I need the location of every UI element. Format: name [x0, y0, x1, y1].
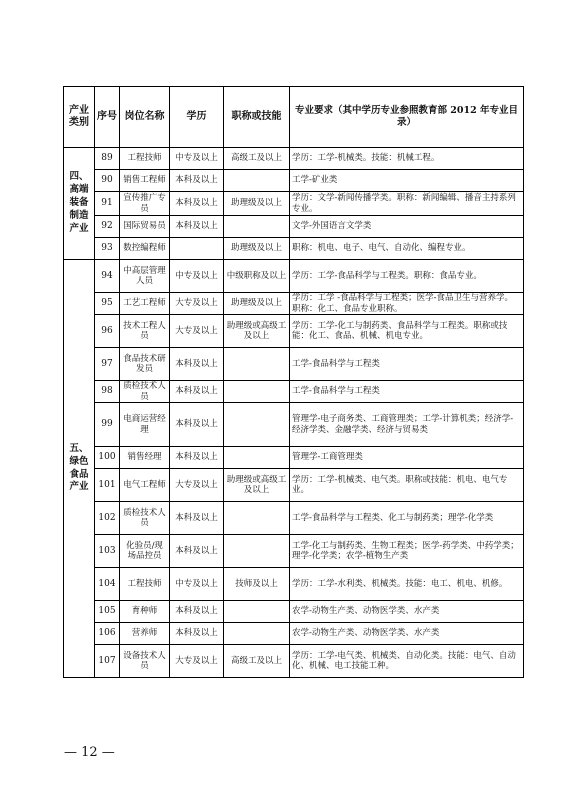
position-cell: 工程技师 — [120, 148, 170, 170]
position-cell: 销售工程师 — [120, 170, 170, 192]
row-number-cell: 90 — [95, 170, 120, 192]
position-cell: 工艺工程师 — [120, 293, 170, 315]
title-skill-cell — [224, 447, 290, 469]
table-row — [64, 216, 524, 238]
row-number-cell: 95 — [95, 293, 120, 315]
requirement-cell: 职称：机电、电子、电气、自动化、编程专业。 — [290, 238, 524, 260]
title-skill-cell — [224, 348, 290, 381]
title-skill-cell — [224, 403, 290, 447]
requirement-cell: 工学-化工与制药类、生物工程类；医学-药学类、中药学类；理学-化学类；农学-植物生产类 — [290, 535, 524, 568]
header-industry: 产业类别 — [64, 87, 95, 148]
table-header-row — [64, 87, 524, 148]
title-skill-cell — [224, 535, 290, 568]
table-row — [64, 502, 524, 535]
header-title-skill: 职称或技能 — [224, 87, 290, 148]
table-row — [64, 170, 524, 192]
table-row — [64, 623, 524, 645]
education-cell: 本科及以上 — [170, 502, 224, 535]
education-cell: 本科及以上 — [170, 216, 224, 238]
title-skill-cell — [224, 381, 290, 403]
table-row — [64, 381, 524, 403]
row-number-cell: 89 — [95, 148, 120, 170]
education-cell: 中专及以上 — [170, 260, 224, 293]
table-row — [64, 260, 524, 293]
title-skill-cell — [224, 216, 290, 238]
header-position: 岗位名称 — [120, 87, 170, 148]
education-cell: 中专及以上 — [170, 148, 224, 170]
education-cell: 大专及以上 — [170, 293, 224, 315]
table-row — [64, 535, 524, 568]
position-cell: 数控编程师 — [120, 238, 170, 260]
education-cell: 本科及以上 — [170, 170, 224, 192]
education-cell: 本科及以上 — [170, 192, 224, 216]
title-skill-cell: 助理级或高级工及以上 — [224, 315, 290, 348]
title-skill-cell: 助理级或高级工及以上 — [224, 469, 290, 502]
row-number-cell: 102 — [95, 502, 120, 535]
row-number-cell: 91 — [95, 192, 120, 216]
education-cell: 大专及以上 — [170, 315, 224, 348]
position-cell: 设备技术人员 — [120, 645, 170, 678]
requirement-cell: 学历：工学-食品科学与工程类。职称：食品专业。 — [290, 260, 524, 293]
requirement-cell: 学历：工学 -食品科学与工程类；医学-食品卫生与营养学。职称：化工、食品专业职称。 — [290, 293, 524, 315]
table-row — [64, 192, 524, 216]
header-education: 学历 — [170, 87, 224, 148]
header-requirement: 专业要求（其中学历专业参照教育部 2012 年专业目录） — [290, 87, 524, 148]
position-cell: 技术工程人员 — [120, 315, 170, 348]
row-number-cell: 101 — [95, 469, 120, 502]
title-skill-cell: 助理级及以上 — [224, 293, 290, 315]
title-skill-cell: 助理级及以上 — [224, 238, 290, 260]
title-skill-cell: 助理级及以上 — [224, 192, 290, 216]
requirement-cell: 工学-食品科学与工程类 — [290, 348, 524, 381]
position-cell: 电气工程师 — [120, 469, 170, 502]
requirement-cell: 学历：工学-机械类。技能：机械工程。 — [290, 148, 524, 170]
requirement-cell: 农学-动物生产类、动物医学类、水产类 — [290, 623, 524, 645]
title-skill-cell — [224, 502, 290, 535]
requirement-cell: 工学-食品科学与工程类、化工与制药类；理学-化学类 — [290, 502, 524, 535]
education-cell: 本科及以上 — [170, 601, 224, 623]
education-cell: 本科及以上 — [170, 535, 224, 568]
position-cell: 电商运营经理 — [120, 403, 170, 447]
requirement-cell: 学历：文学-新闻传播学类。职称：新闻编辑、播音主持系列专业。 — [290, 192, 524, 216]
industry-category-cell: 五、绿色食品产业 — [64, 260, 95, 678]
title-skill-cell — [224, 601, 290, 623]
position-cell: 化验员/现场品控员 — [120, 535, 170, 568]
industry-category-cell: 四、高端装备制造产业 — [64, 148, 95, 260]
requirement-cell: 学历：工学-电气类、机械类、自动化类。技能：电气、自动化、机械、电工技能工种。 — [290, 645, 524, 678]
position-cell: 食品技术研发员 — [120, 348, 170, 381]
title-skill-cell: 中级职称及以上 — [224, 260, 290, 293]
title-skill-cell: 高级工及以上 — [224, 645, 290, 678]
education-cell: 本科及以上 — [170, 447, 224, 469]
requirement-cell: 学历：工学-机械类、电气类。职称或技能：机电、电气专业。 — [290, 469, 524, 502]
title-skill-cell: 技师及以上 — [224, 568, 290, 601]
education-cell: 大专及以上 — [170, 469, 224, 502]
table-row — [64, 293, 524, 315]
table-row — [64, 315, 524, 348]
row-number-cell: 103 — [95, 535, 120, 568]
header-no: 序号 — [95, 87, 120, 148]
table-body — [64, 148, 524, 678]
requirement-cell: 管理学-工商管理类 — [290, 447, 524, 469]
table-row — [64, 645, 524, 678]
row-number-cell: 107 — [95, 645, 120, 678]
requirement-cell: 管理学-电子商务类、工商管理类；工学-计算机类；经济学-经济学类、金融学类、经济与贸易类 — [290, 403, 524, 447]
row-number-cell: 99 — [95, 403, 120, 447]
title-skill-cell — [224, 170, 290, 192]
table-row — [64, 403, 524, 447]
position-cell: 育种师 — [120, 601, 170, 623]
table-row — [64, 238, 524, 260]
education-cell: 大专及以上 — [170, 645, 224, 678]
requirement-cell: 学历：工学-化工与制药类、食品科学与工程类。职称或技能：化工、食品、机械、机电专业。 — [290, 315, 524, 348]
row-number-cell: 92 — [95, 216, 120, 238]
education-cell — [170, 238, 224, 260]
row-number-cell: 94 — [95, 260, 120, 293]
education-cell: 本科及以上 — [170, 381, 224, 403]
talent-demand-table — [63, 86, 524, 678]
education-cell: 中专及以上 — [170, 568, 224, 601]
position-cell: 销售经理 — [120, 447, 170, 469]
table-row — [64, 148, 524, 170]
requirement-cell: 文学-外国语言文学类 — [290, 216, 524, 238]
title-skill-cell — [224, 623, 290, 645]
requirement-cell: 学历：工学-水利类、机械类。技能：电工、机电、机修。 — [290, 568, 524, 601]
row-number-cell: 105 — [95, 601, 120, 623]
row-number-cell: 93 — [95, 238, 120, 260]
requirement-cell: 工学-食品科学与工程类 — [290, 381, 524, 403]
table-row — [64, 447, 524, 469]
row-number-cell: 104 — [95, 568, 120, 601]
table-row — [64, 348, 524, 381]
row-number-cell: 100 — [95, 447, 120, 469]
row-number-cell: 98 — [95, 381, 120, 403]
requirement-cell: 农学-动物生产类、动物医学类、水产类 — [290, 601, 524, 623]
title-skill-cell: 高级工及以上 — [224, 148, 290, 170]
education-cell: 本科及以上 — [170, 403, 224, 447]
education-cell: 本科及以上 — [170, 623, 224, 645]
row-number-cell: 97 — [95, 348, 120, 381]
table-row — [64, 601, 524, 623]
position-cell: 质检技术人员 — [120, 502, 170, 535]
table-row — [64, 469, 524, 502]
position-cell: 国际贸易员 — [120, 216, 170, 238]
education-cell: 本科及以上 — [170, 348, 224, 381]
position-cell: 营养师 — [120, 623, 170, 645]
row-number-cell: 106 — [95, 623, 120, 645]
position-cell: 工程技师 — [120, 568, 170, 601]
row-number-cell: 96 — [95, 315, 120, 348]
position-cell: 中高层管理人员 — [120, 260, 170, 293]
table-row — [64, 568, 524, 601]
requirement-cell: 工学-矿业类 — [290, 170, 524, 192]
position-cell: 质检技术人员 — [120, 381, 170, 403]
position-cell: 宣传推广专员 — [120, 192, 170, 216]
page-number: — 12 — — [64, 745, 115, 760]
